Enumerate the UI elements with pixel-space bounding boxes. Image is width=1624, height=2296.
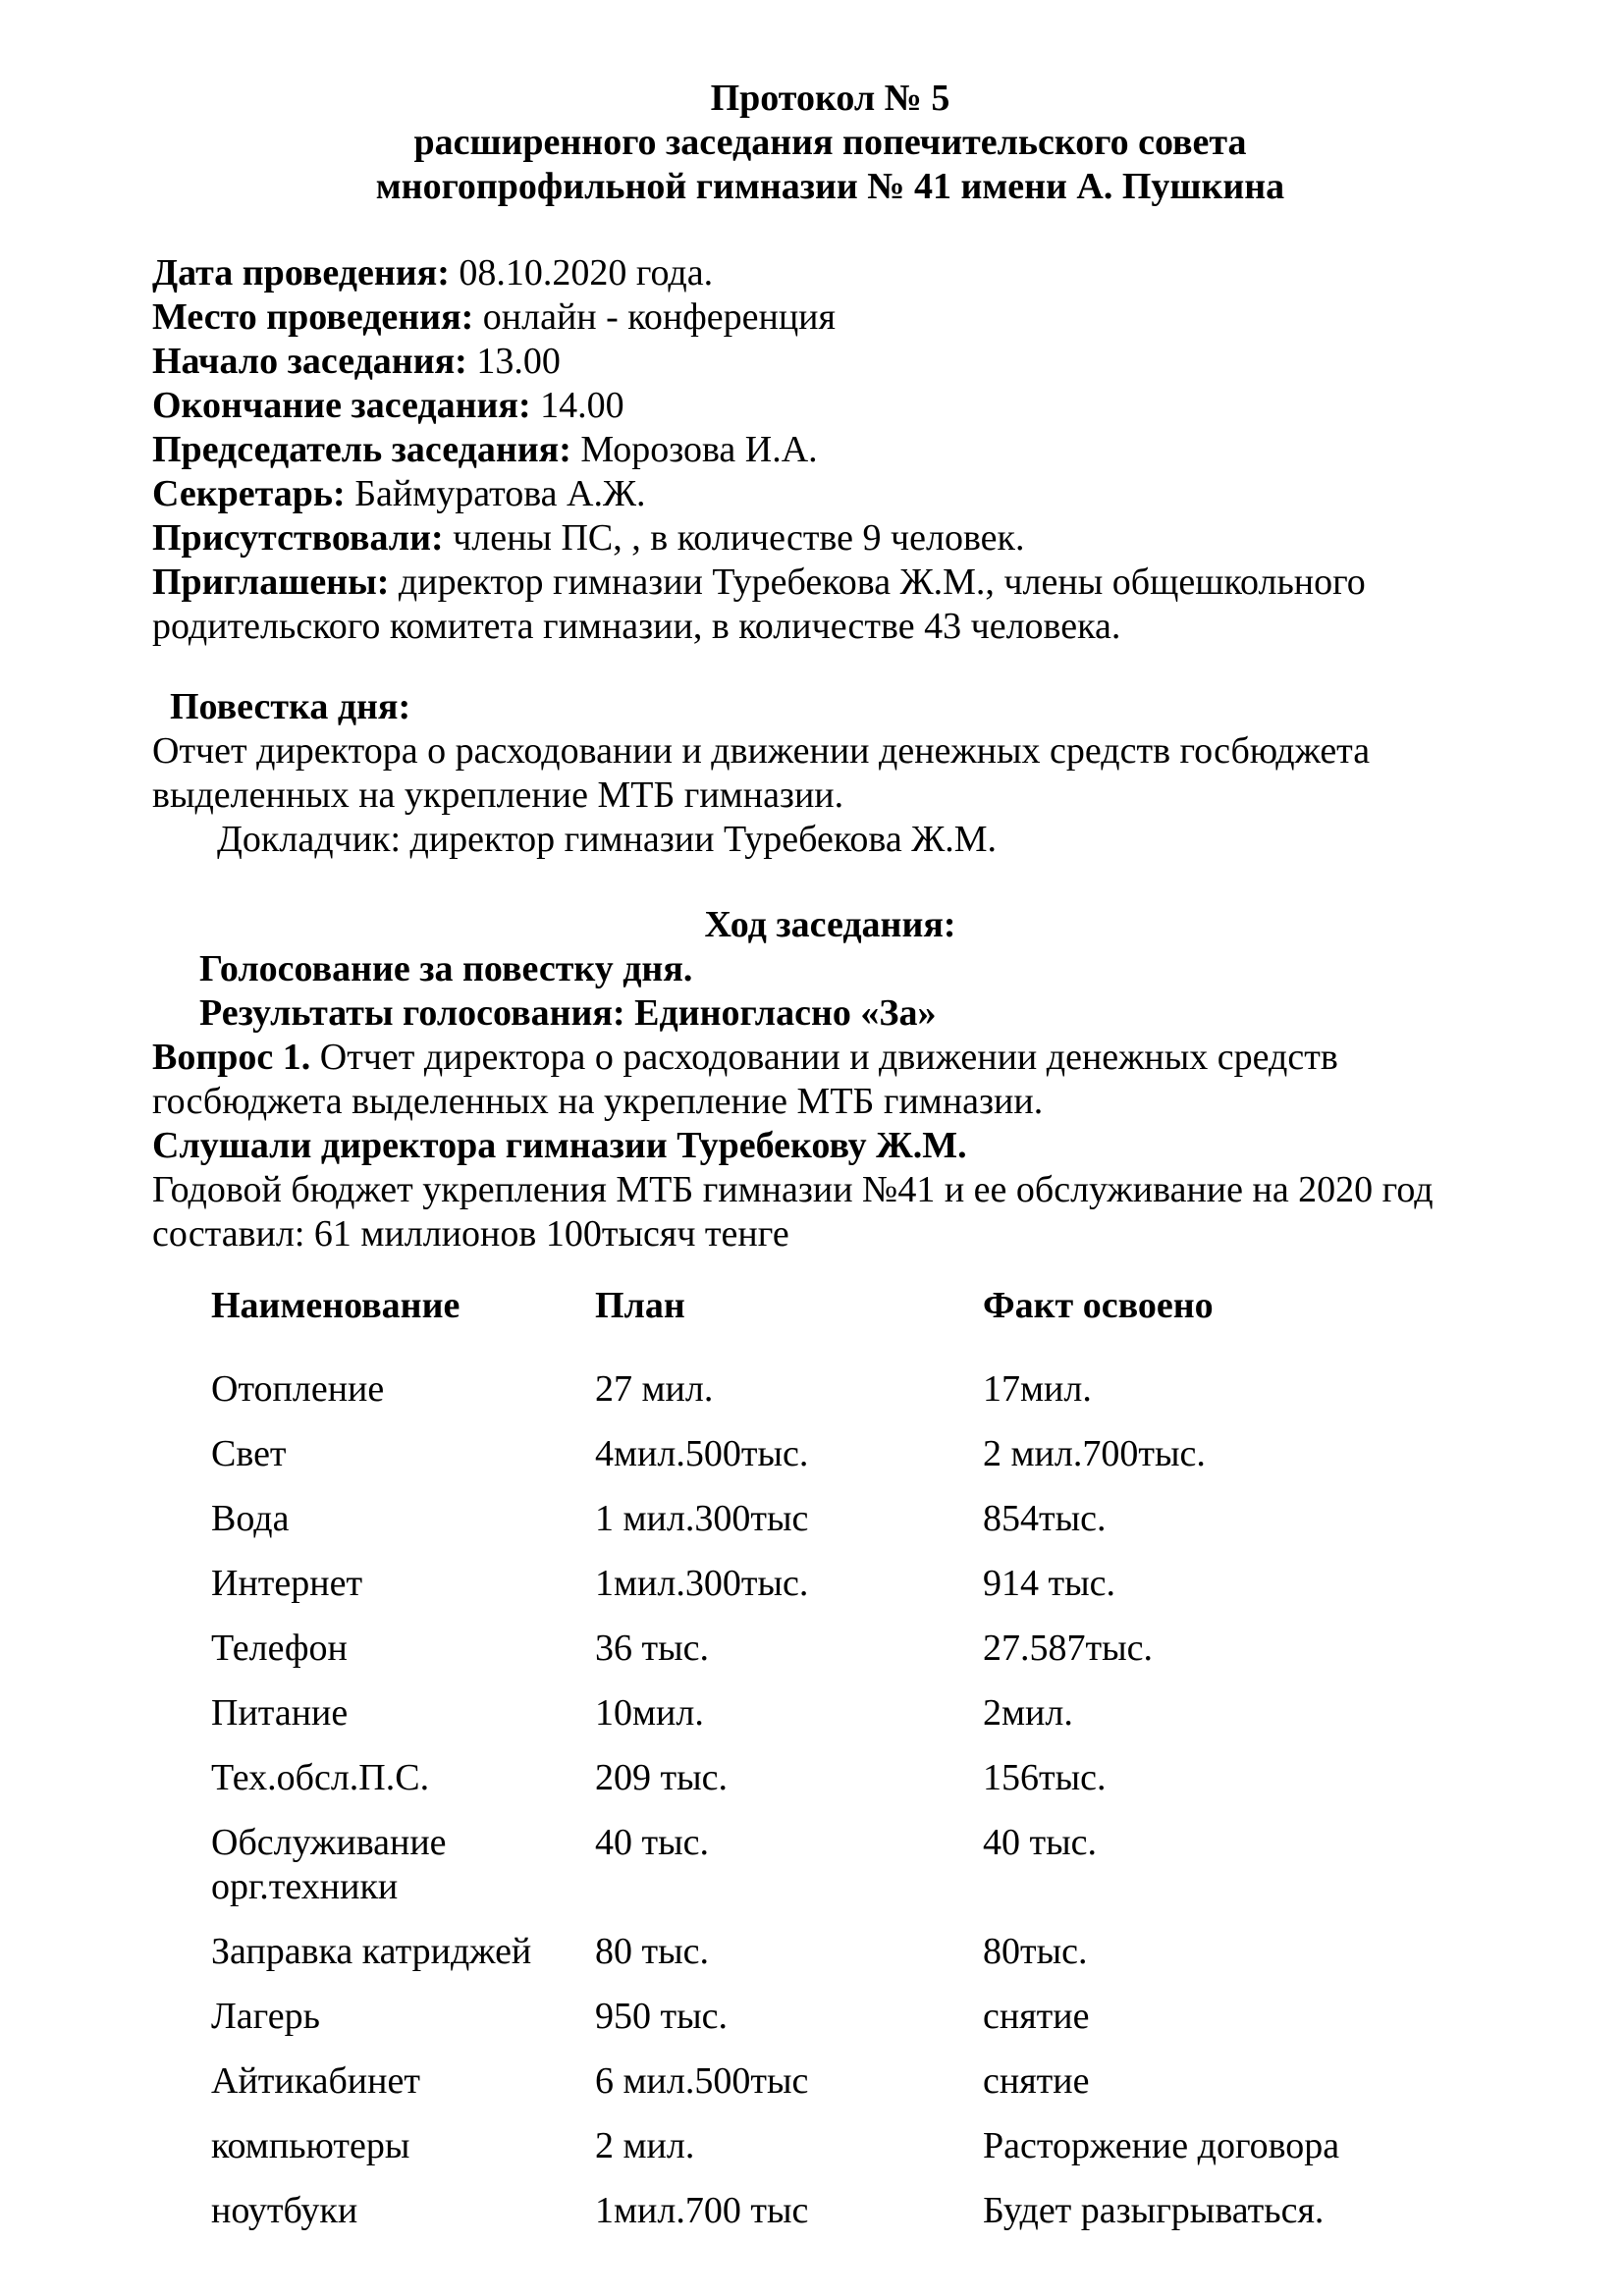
cell-name: Питание — [211, 1692, 349, 1734]
cell-plan: 4мил.500тыс. — [595, 1433, 809, 1474]
meta-line-invited — [152, 561, 1508, 649]
vote-result: Результаты голосования: Единогласно «За» — [199, 992, 937, 1034]
table-row — [211, 1821, 1508, 1909]
cell-fact: Расторжение договора — [983, 2125, 1340, 2166]
table-row — [211, 2189, 1508, 2233]
cell-fact: 17мил. — [983, 1368, 1092, 1410]
meta-line-start — [152, 340, 1508, 384]
title-line-2: расширенного заседания попечительского совета — [413, 122, 1247, 163]
meta-value: Баймуратова А.Ж. — [345, 473, 646, 514]
meta-line-place — [152, 295, 1508, 340]
cell-fact: 2 мил.700тыс. — [983, 1433, 1206, 1474]
header-name: Наименование — [211, 1285, 460, 1326]
cell-name: Отопление — [211, 1368, 385, 1410]
cell-plan: 40 тыс. — [595, 1822, 710, 1863]
cell-name: Свет — [211, 1433, 287, 1474]
table-header-row — [211, 1284, 1508, 1328]
meta-label: Приглашены: — [152, 561, 390, 603]
cell-name: Телефон — [211, 1628, 348, 1669]
table-row — [211, 2059, 1508, 2104]
budget-table — [152, 1284, 1508, 2233]
question-text: Отчет директора о расходовании и движении денежных средств госбюджета выделенных на укрепление МТБ гимназии. — [152, 1037, 1338, 1122]
cell-fact: снятие — [983, 1996, 1090, 2037]
question-label: Вопрос 1. — [152, 1037, 311, 1078]
meta-value: 08.10.2020 года. — [449, 252, 714, 294]
cell-fact: 40 тыс. — [983, 1822, 1098, 1863]
meta-value: 14.00 — [530, 385, 624, 426]
cell-name: Вода — [211, 1498, 290, 1539]
cell-name: Обслуживание орг.техники — [211, 1822, 447, 1907]
cell-plan: 1мил.300тыс. — [595, 1563, 809, 1604]
meta-value: онлайн - конференция — [473, 296, 836, 338]
meta-value: Морозова И.А. — [570, 429, 818, 470]
meta-value: 13.00 — [466, 341, 561, 382]
header-fact: Факт освоено — [983, 1285, 1214, 1326]
table-row — [211, 2124, 1508, 2168]
meta-line-present — [152, 516, 1508, 561]
cell-fact: 914 тыс. — [983, 1563, 1116, 1604]
listened-line: Слушали директора гимназии Туребекову Ж.М. — [152, 1125, 967, 1166]
meta-label: Место проведения: — [152, 296, 474, 338]
title-line-3: многопрофильной гимназии № 41 имени А. Пушкина — [375, 166, 1285, 207]
meta-label: Присутствовали: — [152, 517, 444, 559]
meta-line-date — [152, 251, 1508, 295]
cell-fact: Будет разыгрываться. — [983, 2190, 1325, 2231]
cell-plan: 1 мил.300тыс — [595, 1498, 809, 1539]
cell-plan: 950 тыс. — [595, 1996, 729, 2037]
table-row — [211, 1627, 1508, 1671]
meta-block — [152, 251, 1508, 649]
cell-plan: 27 мил. — [595, 1368, 714, 1410]
question-paragraph — [152, 1036, 1508, 1124]
table-row — [211, 1691, 1508, 1735]
table-row — [211, 1756, 1508, 1800]
table-row — [211, 1367, 1508, 1412]
meta-value: члены ПС, , в количестве 9 человек. — [443, 517, 1025, 559]
table-row — [211, 1562, 1508, 1606]
cell-name: компьютеры — [211, 2125, 410, 2166]
table-row — [211, 1995, 1508, 2039]
table-row — [211, 1432, 1508, 1476]
cell-plan: 2 мил. — [595, 2125, 695, 2166]
cell-fact: 80тыс. — [983, 1931, 1088, 1972]
table-row — [211, 1930, 1508, 1974]
cell-name: Айтикабинет — [211, 2060, 420, 2102]
meta-label: Секретарь: — [152, 473, 346, 514]
meta-label: Дата проведения: — [152, 252, 450, 294]
proceedings-section — [152, 903, 1508, 1256]
proceedings-heading: Ход заседания: — [704, 904, 956, 945]
agenda-section — [152, 685, 1508, 862]
cell-name: Тех.обсл.П.С. — [211, 1757, 430, 1798]
cell-name: Интернет — [211, 1563, 363, 1604]
agenda-speaker: Докладчик: директор гимназии Туребекова Ж.М. — [217, 819, 998, 860]
meta-value: директор гимназии Туребекова Ж.М., члены общешкольного родительского комитета гимназии, в количестве 43 человека. — [152, 561, 1366, 647]
meta-label: Начало заседания: — [152, 341, 467, 382]
document-title — [152, 77, 1508, 209]
cell-fact: 27.587тыс. — [983, 1628, 1154, 1669]
cell-plan: 10мил. — [595, 1692, 704, 1734]
cell-fact: 156тыс. — [983, 1757, 1107, 1798]
cell-fact: 2мил. — [983, 1692, 1073, 1734]
cell-plan: 80 тыс. — [595, 1931, 710, 1972]
agenda-heading: Повестка дня: — [170, 686, 411, 727]
title-line-1: Протокол № 5 — [710, 78, 950, 119]
vote-line: Голосование за повестку дня. — [199, 948, 693, 989]
cell-name: ноутбуки — [211, 2190, 358, 2231]
cell-plan: 36 тыс. — [595, 1628, 710, 1669]
meta-label: Окончание заседания: — [152, 385, 531, 426]
cell-plan: 209 тыс. — [595, 1757, 729, 1798]
meta-line-chair — [152, 428, 1508, 472]
agenda-body: Отчет директора о расходовании и движении денежных средств госбюджета выделенных на укрепление МТБ гимназии. — [152, 730, 1371, 816]
cell-name: Лагерь — [211, 1996, 320, 2037]
meta-line-secretary — [152, 472, 1508, 516]
meta-label: Председатель заседания: — [152, 429, 571, 470]
cell-plan: 1мил.700 тыс — [595, 2190, 809, 2231]
cell-fact: снятие — [983, 2060, 1090, 2102]
meta-line-end — [152, 384, 1508, 428]
header-plan: План — [595, 1285, 685, 1326]
table-row — [211, 1497, 1508, 1541]
budget-line: Годовой бюджет укрепления МТБ гимназии №41 и ее обслуживание на 2020 год составил: 61 миллионов 100тысяч тенге — [152, 1169, 1434, 1255]
cell-fact: 854тыс. — [983, 1498, 1107, 1539]
cell-name: Заправка катриджей — [211, 1931, 532, 1972]
cell-plan: 6 мил.500тыс — [595, 2060, 809, 2102]
